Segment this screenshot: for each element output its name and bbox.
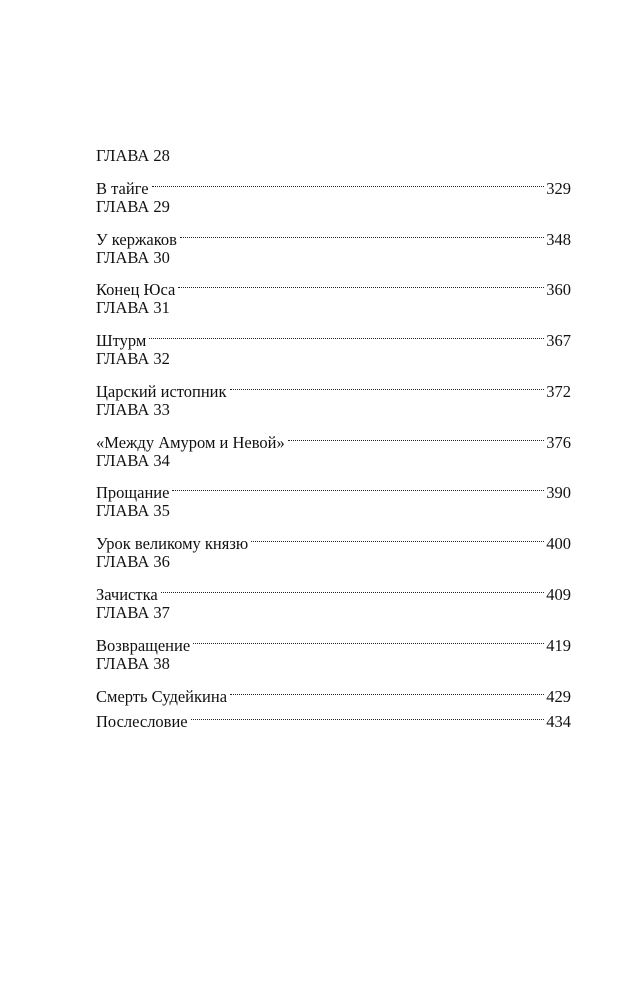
chapter-label: ГЛАВА 28: [96, 146, 170, 165]
entry-title: Прощание: [96, 483, 170, 503]
entry-title: В тайге: [96, 178, 149, 198]
entry-title: У кержаков: [96, 229, 177, 249]
chapter-heading: [96, 498, 571, 523]
chapter-label: ГЛАВА 29: [96, 196, 170, 216]
page-number: 367: [546, 331, 571, 351]
chapter-label: ГЛАВА 32: [96, 349, 170, 369]
chapter-heading: [96, 143, 571, 168]
dot-leader: [150, 168, 546, 193]
chapter-heading: [96, 448, 571, 473]
entry-title: Урок великому князю: [96, 534, 249, 554]
chapter-label: ГЛАВА 35: [96, 501, 170, 521]
toc-entry[interactable]: [96, 676, 571, 706]
toc-entry[interactable]: [96, 524, 571, 554]
chapter-heading: [96, 194, 571, 219]
chapter-label: ГЛАВА 33: [96, 399, 170, 419]
entry-title: Зачистка: [96, 585, 158, 605]
dot-leader: [178, 219, 545, 244]
chapter-label: ГЛАВА 31: [96, 298, 170, 318]
page-number: 329: [546, 178, 571, 198]
page-number: 348: [546, 229, 571, 249]
dot-leader: [189, 702, 546, 727]
page-number: 376: [546, 432, 571, 452]
chapter-label: ГЛАВА 38: [96, 653, 170, 673]
entry-title: Возвращение: [96, 635, 191, 655]
page-number: 409: [546, 585, 571, 605]
toc-entry[interactable]: [96, 219, 571, 249]
table-of-contents: [96, 143, 571, 731]
dot-leader: [170, 473, 545, 498]
chapter-label: ГЛАВА 37: [96, 603, 170, 623]
chapter-heading: [96, 245, 571, 270]
entry-title: Конец Юса: [96, 280, 176, 300]
entry-title: Смерть Судейкина: [96, 686, 228, 706]
page-number: 360: [546, 280, 571, 300]
chapter-label: ГЛАВА 36: [96, 552, 170, 572]
entry-title: Послесловие: [96, 711, 188, 731]
chapter-heading: [96, 600, 571, 625]
entry-title: Царский истопник: [96, 381, 227, 401]
dot-leader: [228, 372, 546, 397]
page-number: 372: [546, 381, 571, 401]
toc-entry[interactable]: [96, 473, 571, 503]
chapter-heading: [96, 397, 571, 422]
entry-title: «Между Амуром и Невой»: [96, 432, 285, 452]
toc-entry[interactable]: [96, 422, 571, 452]
page-number: 429: [546, 686, 571, 706]
toc-entry[interactable]: [96, 625, 571, 655]
dot-leader: [286, 422, 545, 447]
chapter-heading: [96, 295, 571, 320]
chapter-heading: [96, 346, 571, 371]
toc-entry[interactable]: [96, 321, 571, 351]
dot-leader: [191, 625, 545, 650]
toc-entry[interactable]: [96, 270, 571, 300]
chapter-heading: [96, 549, 571, 574]
dot-leader: [249, 524, 545, 549]
entry-title: Штурм: [96, 331, 147, 351]
dot-leader: [176, 270, 545, 295]
dot-leader: [159, 575, 546, 600]
toc-entry[interactable]: [96, 168, 571, 198]
toc-entry[interactable]: [96, 372, 571, 401]
dot-leader: [228, 676, 545, 701]
dot-leader: [147, 321, 545, 346]
page-number: 419: [546, 635, 571, 655]
page-number: 434: [546, 711, 571, 731]
chapter-label: ГЛАВА 30: [96, 247, 170, 267]
page-number: 390: [546, 483, 571, 503]
toc-entry[interactable]: [96, 575, 571, 605]
page-number: 400: [546, 534, 571, 554]
chapter-label: ГЛАВА 34: [96, 450, 170, 470]
chapter-heading: [96, 651, 571, 676]
